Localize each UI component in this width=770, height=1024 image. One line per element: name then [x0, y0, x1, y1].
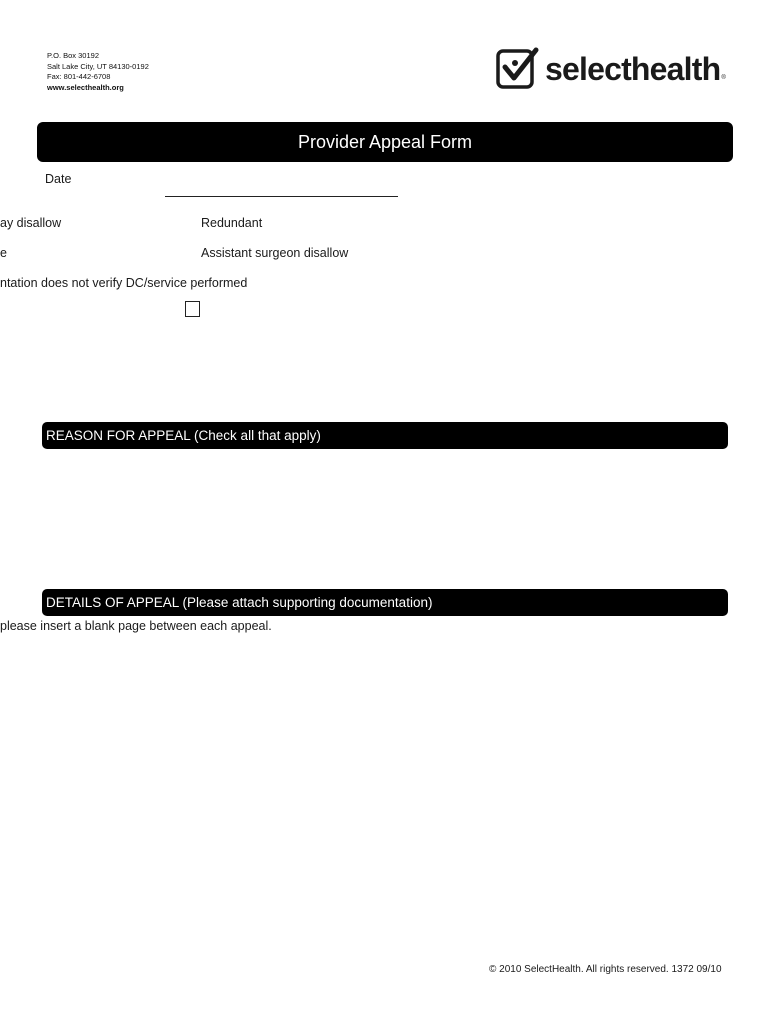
option-partial: e — [0, 246, 7, 260]
details-of-appeal-header — [42, 589, 728, 616]
address-city: Salt Lake City, UT 84130-0192 — [47, 61, 149, 71]
registered-mark: ® — [721, 75, 726, 81]
date-label: Date — [45, 172, 72, 186]
address-website: www.selecthealth.org — [47, 82, 124, 92]
option-redundant: Redundant — [201, 216, 263, 230]
reason-for-appeal-title: REASON FOR APPEAL (Check all that apply) — [46, 428, 321, 443]
selecthealth-logo — [496, 46, 726, 92]
option-checkbox[interactable] — [185, 301, 200, 317]
copyright-footer: © 2010 SelectHealth. All rights reserved. 1372 09/10 — [489, 964, 722, 975]
address-po-box: P.O. Box 30192 — [47, 51, 99, 60]
checkbox-check-person-icon — [496, 47, 540, 91]
option-assistant-surgeon: Assistant surgeon disallow — [201, 246, 349, 260]
option-disallow: ay disallow — [0, 216, 62, 230]
option-documentation: ntation does not verify DC/service performed — [0, 276, 248, 290]
address-block — [47, 51, 149, 93]
form-title: Provider Appeal Form — [297, 131, 473, 152]
form-title-bar — [37, 122, 733, 162]
date-field-line[interactable] — [165, 196, 398, 197]
reason-for-appeal-header — [42, 422, 728, 449]
blank-page-note: please insert a blank page between each appeal. — [0, 619, 272, 633]
details-of-appeal-title: DETAILS OF APPEAL (Please attach supporting documentation) — [46, 595, 433, 610]
address-fax: Fax: 801-442-6708 — [47, 72, 111, 81]
brand-name: selecthealth — [545, 51, 721, 87]
